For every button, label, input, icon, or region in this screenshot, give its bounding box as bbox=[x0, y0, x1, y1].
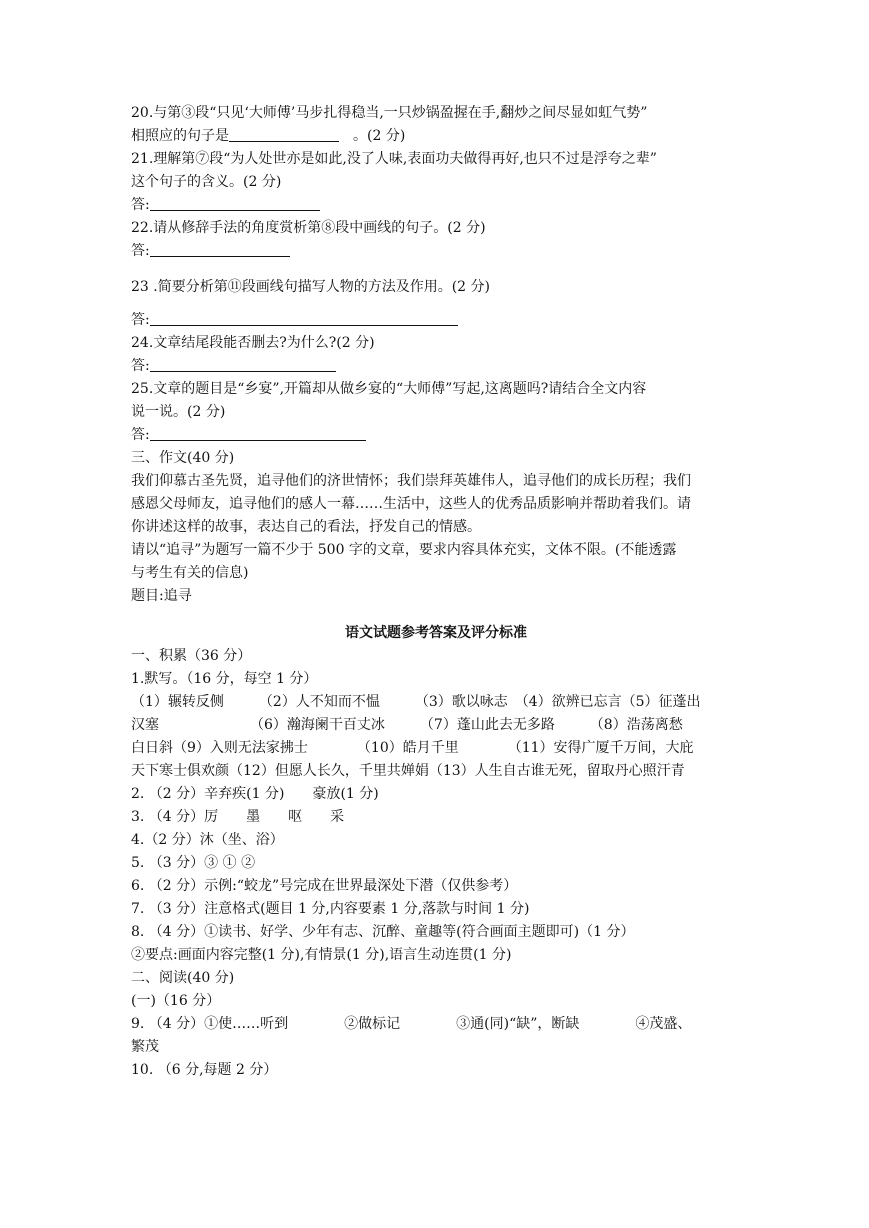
answer-key-line: 二、阅读(40 分) bbox=[131, 970, 235, 986]
answer-key-line: 繁茂 bbox=[131, 1039, 159, 1055]
answer-key-line: 4.（2 分）沐（坐、浴） bbox=[131, 832, 284, 848]
answer-key-line: 白日斜（9）入则无法家拂士 （10）皓月千里 （11）安得广厦千万间，大庇 bbox=[131, 740, 694, 756]
question-text: 相照应的句子是 bbox=[131, 128, 229, 144]
answer-blank[interactable] bbox=[150, 356, 336, 372]
answer-key-line: 汉塞 （6）瀚海阑干百丈冰 （7）蓬山此去无多路 （8）浩荡离愁 bbox=[131, 717, 683, 733]
question-text: 答: bbox=[131, 197, 150, 213]
answer-key-line: (一)（16 分） bbox=[131, 993, 221, 1009]
answer-key-line: 2. （2 分）辛弃疾(1 分) 豪放(1 分) bbox=[131, 786, 379, 802]
question-line bbox=[131, 125, 741, 148]
answer-key-title: 语文试题参考答案及评分标准 bbox=[345, 625, 527, 641]
question-text: 答: bbox=[131, 427, 150, 443]
question-text: 22.请从修辞手法的角度赏析第⑧段中画线的句子。(2 分) bbox=[131, 220, 486, 236]
question-text: 你讲述这样的故事，表达自己的看法，抒发自己的情感。 bbox=[131, 519, 481, 535]
answer-key-line: 6. （2 分）示例:“蛟龙”号完成在世界最深处下潜（仅供参考） bbox=[131, 878, 518, 894]
question-line bbox=[131, 378, 741, 401]
answer-key-line: ②要点:画面内容完整(1 分),有情景(1 分),语言生动连贯(1 分) bbox=[131, 947, 512, 963]
question-line bbox=[131, 516, 741, 539]
question-line bbox=[131, 470, 741, 493]
question-text: 答: bbox=[131, 243, 150, 259]
question-text: 请以“追寻”为题写一篇不少于 500 字的文章，要求内容具体充实，文体不限。(不能透露 bbox=[131, 542, 677, 558]
question-line bbox=[131, 171, 741, 194]
answer-key-line: 8. （4 分）①读书、好学、少年有志、沉醉、童趣等(符合画面主题即可)（1 分） bbox=[131, 924, 635, 940]
question-line bbox=[131, 194, 741, 217]
question-line bbox=[131, 355, 741, 378]
answer-blank[interactable] bbox=[229, 126, 339, 142]
answer-blank[interactable] bbox=[150, 310, 458, 326]
question-section bbox=[131, 102, 741, 608]
question-text: 说一说。(2 分) bbox=[131, 404, 226, 420]
question-text: 感恩父母师友，追寻他们的感人一幕……生活中，这些人的优秀品质影响并帮助着我们。请 bbox=[131, 496, 691, 512]
answer-blank[interactable] bbox=[150, 425, 366, 441]
question-line bbox=[131, 276, 741, 299]
question-line bbox=[131, 332, 741, 355]
question-text-suffix: 。(2 分) bbox=[339, 128, 406, 144]
answer-key-line: （1）辗转反侧 （2）人不知而不愠 （3）歌以咏志 （4）欲辨已忘言（5）征蓬出 bbox=[131, 694, 701, 710]
question-line bbox=[131, 148, 741, 171]
question-line bbox=[131, 585, 741, 608]
question-line bbox=[131, 309, 741, 332]
answer-key-line: 1.默写。（16 分，每空 1 分） bbox=[131, 671, 318, 687]
question-text: 23 .简要分析第⑪段画线句描写人物的方法及作用。(2 分) bbox=[131, 279, 490, 295]
question-line bbox=[131, 493, 741, 516]
page-content bbox=[131, 102, 741, 1082]
answer-key-line: 一、积累（36 分） bbox=[131, 648, 252, 664]
question-text: 我们仰慕古圣先贤，追寻他们的济世情怀；我们崇拜英雄伟人，追寻他们的成长历程；我们 bbox=[131, 473, 691, 489]
question-text: 24.文章结尾段能否删去?为什么?(2 分) bbox=[131, 335, 375, 351]
question-text: 20.与第③段“只见‘大师傅’马步扎得稳当,一只炒锅盈握在手,翻炒之间尽显如虹气势” bbox=[131, 105, 648, 121]
question-line bbox=[131, 240, 741, 263]
question-text: 三、作文(40 分) bbox=[131, 450, 235, 466]
answer-key-line: 5. （3 分）③ ① ② bbox=[131, 855, 256, 871]
question-text: 题目:追寻 bbox=[131, 588, 192, 604]
question-text: 答: bbox=[131, 358, 150, 374]
answer-key-line: 3. （4 分）厉 墨 呕 采 bbox=[131, 809, 345, 825]
answer-key-section bbox=[131, 645, 741, 1082]
question-text: 与考生有关的信息) bbox=[131, 565, 249, 581]
question-line bbox=[131, 562, 741, 585]
answer-key-line: 10. （6 分,每题 2 分） bbox=[131, 1062, 278, 1078]
question-text: 这个句子的含义。(2 分) bbox=[131, 174, 282, 190]
question-line bbox=[131, 447, 741, 470]
question-line bbox=[131, 102, 741, 125]
question-line bbox=[131, 539, 741, 562]
answer-key-line: 7. （3 分）注意格式(题目 1 分,内容要素 1 分,落款与时间 1 分) bbox=[131, 901, 530, 917]
question-line bbox=[131, 217, 741, 240]
answer-blank[interactable] bbox=[150, 195, 320, 211]
question-text: 25.文章的题目是“乡宴”,开篇却从做乡宴的“大师傅”写起,这离题吗?请结合全文内容 bbox=[131, 381, 647, 397]
answer-blank[interactable] bbox=[150, 241, 290, 257]
question-text: 21.理解第⑦段“为人处世亦是如此,没了人味,表面功夫做得再好,也只不过是浮夸之辈” bbox=[131, 151, 657, 167]
question-line bbox=[131, 401, 741, 424]
answer-key-line: 9. （4 分）①使……听到 ②做标记 ③通(同)“缺”，断缺 ④茂盛、 bbox=[131, 1016, 692, 1032]
question-text: 答: bbox=[131, 312, 150, 328]
question-line bbox=[131, 424, 741, 447]
answer-key-line: 天下寒士俱欢颜（12）但愿人长久，千里共婵娟（13）人生自古谁无死，留取丹心照汗青 bbox=[131, 763, 685, 779]
